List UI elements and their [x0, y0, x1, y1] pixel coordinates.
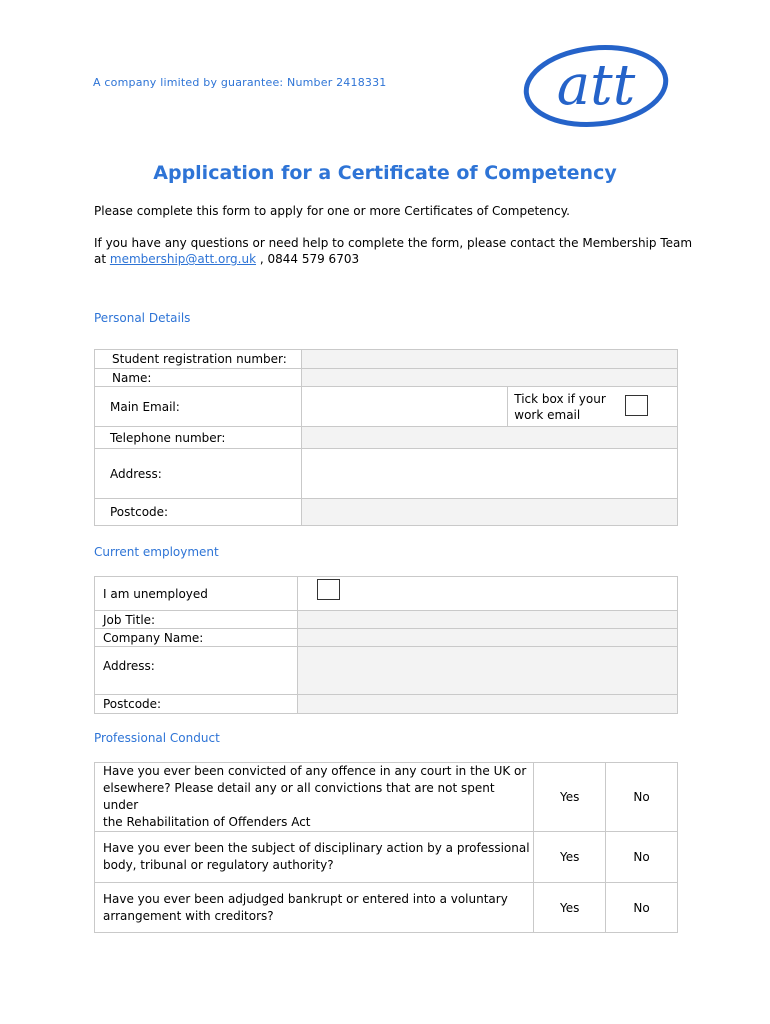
- membership-email-link[interactable]: membership@att.org.uk: [109, 252, 257, 266]
- q2-line-2: body, tribunal or regulatory authority?: [103, 858, 334, 872]
- tick-label-line-1: Tick box if your: [514, 391, 606, 406]
- postcode-field[interactable]: [301, 499, 677, 526]
- svg-text:att: att: [556, 53, 636, 118]
- address-field[interactable]: [301, 449, 677, 499]
- section-current-employment: Current employment: [94, 545, 219, 559]
- q1-line-3: the Rehabilitation of Offenders Act: [103, 815, 311, 829]
- company-name-field[interactable]: [297, 629, 677, 647]
- q2-yes-option[interactable]: Yes: [534, 832, 606, 883]
- emp-postcode-field[interactable]: [297, 695, 677, 714]
- address-label: Address:: [95, 449, 302, 499]
- work-email-checkbox[interactable]: [625, 395, 648, 416]
- tick-label-line-2: work email: [514, 407, 581, 422]
- emp-postcode-label: Postcode:: [95, 695, 298, 714]
- section-professional-conduct: Professional Conduct: [94, 731, 220, 745]
- q1-no-option[interactable]: No: [606, 763, 678, 832]
- section-personal-details: Personal Details: [94, 311, 191, 325]
- conduct-question-1: [95, 763, 534, 832]
- student-reg-field[interactable]: [301, 350, 677, 369]
- conduct-question-2: [95, 832, 534, 883]
- q1-yes-option[interactable]: Yes: [534, 763, 606, 832]
- q1-line-2: elsewhere? Please detail any or all convictions that are not spent under: [103, 781, 495, 812]
- q2-no-option[interactable]: No: [606, 832, 678, 883]
- q3-yes-option[interactable]: Yes: [534, 883, 606, 933]
- unemployed-label: I am unemployed: [95, 577, 298, 611]
- q3-line-1: Have you ever been adjudged bankrupt or entered into a voluntary: [103, 891, 508, 906]
- employment-table: [94, 576, 678, 714]
- intro-line-2: If you have any questions or need help to complete the form, please contact the Membership Team: [94, 236, 693, 250]
- conduct-question-3: [95, 883, 534, 933]
- job-title-field[interactable]: [297, 611, 677, 629]
- intro-line-3: [94, 251, 359, 267]
- intro-at-text: at: [94, 252, 107, 266]
- telephone-field[interactable]: [301, 427, 677, 449]
- q2-line-1: Have you ever been the subject of disciplinary action by a professional: [103, 841, 530, 855]
- name-field[interactable]: [301, 369, 677, 387]
- intro-phone-text: , 0844 579 6703: [259, 252, 360, 266]
- intro-line-1: Please complete this form to apply for one or more Certificates of Competency.: [94, 204, 570, 218]
- main-email-label: Main Email:: [95, 387, 302, 427]
- unemployed-cell: [297, 577, 677, 611]
- emp-address-label: Address:: [95, 647, 298, 695]
- main-email-field[interactable]: [301, 387, 508, 427]
- job-title-label: Job Title:: [95, 611, 298, 629]
- emp-address-field[interactable]: [297, 647, 677, 695]
- q3-no-option[interactable]: No: [606, 883, 678, 933]
- postcode-label: Postcode:: [95, 499, 302, 526]
- att-logo: [522, 44, 670, 128]
- page-title: Application for a Certificate of Competency: [153, 162, 617, 184]
- company-name-label: Company Name:: [95, 629, 298, 647]
- q1-line-1: Have you ever been convicted of any offence in any court in the UK or: [103, 764, 527, 778]
- personal-details-table: [94, 349, 678, 526]
- telephone-label: Telephone number:: [95, 427, 302, 449]
- company-tagline: A company limited by guarantee: Number 2418331: [93, 76, 387, 89]
- name-label: Name:: [95, 369, 302, 387]
- unemployed-checkbox[interactable]: [317, 579, 340, 600]
- student-reg-label: Student registration number:: [95, 350, 302, 369]
- q3-line-2: arrangement with creditors?: [103, 908, 274, 923]
- conduct-table: [94, 762, 678, 933]
- work-email-tick-cell: [508, 387, 678, 427]
